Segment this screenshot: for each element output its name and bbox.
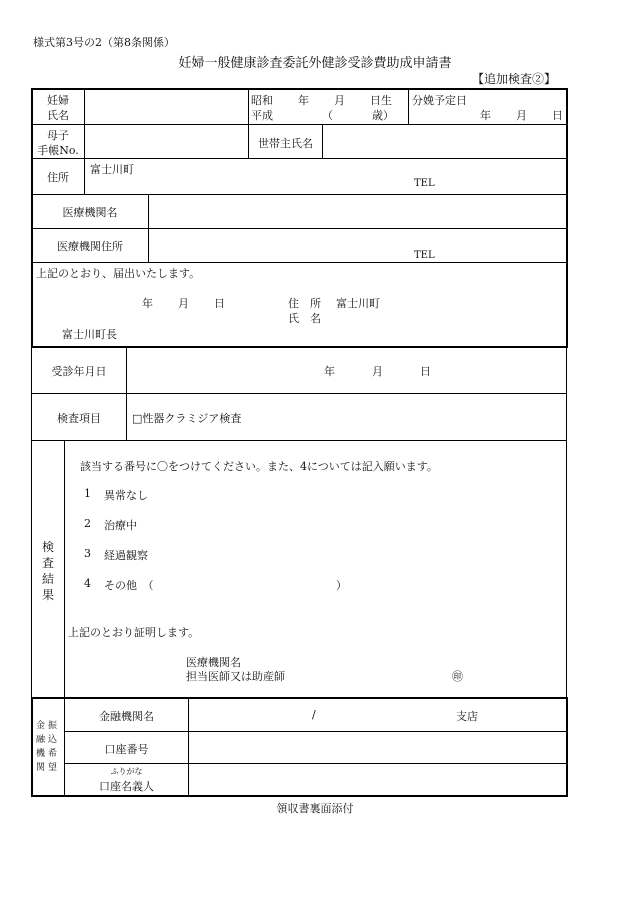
birth-day-suffix: 日生 (370, 94, 392, 107)
result-label-char-4: 果 (41, 588, 54, 602)
certify-doctor-label: 担当医師又は助産師 (186, 670, 285, 683)
form-number: 様式第3号の2（第8条関係） (33, 36, 175, 49)
bank-side-label-1: 金 (36, 721, 46, 731)
result-label-char-1: 検 (41, 540, 54, 554)
declaration-name-label: 氏 名 (288, 312, 321, 325)
result-instruction: 該当する番号に〇をつけてください。また、4については記入願います。 (80, 460, 438, 473)
option-3-no: 3 (84, 547, 91, 560)
bank-side-label-2: 振 (48, 721, 58, 731)
due-date-label: 分娩予定日 (412, 94, 467, 107)
account-number-label: 口座番号 (104, 743, 149, 756)
account-holder-label: 口座名義人 (99, 780, 154, 793)
bank-slash: / (312, 708, 316, 721)
bank-side-label-6: 希 (48, 749, 58, 759)
declaration-year: 年 (142, 297, 153, 310)
certify-clinic-label: 医療機関名 (186, 656, 241, 669)
option-1-no: 1 (84, 487, 91, 500)
era-heisei: 平成 (251, 109, 273, 122)
name-label-1: 妊婦 (47, 94, 69, 107)
clinic-address-label: 医療機関住所 (57, 240, 123, 253)
exam-item-label: 検査項目 (57, 412, 101, 425)
option-4-no: 4 (84, 577, 91, 590)
bank-name-label: 金融機関名 (99, 710, 154, 723)
age-close: 歳） (372, 109, 394, 122)
declaration-day: 日 (214, 297, 225, 310)
clinic-name-label: 医療機関名 (62, 206, 118, 219)
bank-side-label-3: 融 (36, 735, 46, 745)
exam-item-value: □性器クラミジア検査 (132, 412, 242, 425)
household-label: 世帯主氏名 (258, 137, 313, 150)
due-day-label: 日 (552, 109, 563, 122)
furigana-label: ふりがな (110, 767, 143, 776)
mayor-label: 富士川町長 (62, 328, 117, 341)
option-1-text: 異常なし (104, 489, 148, 502)
declaration-text: 上記のとおり、届出いたします。 (36, 267, 201, 280)
due-year-label: 年 (480, 109, 491, 122)
birth-year-label: 年 (298, 94, 309, 107)
option-4-text: その他 （ (104, 579, 154, 592)
declaration-address-label: 住 所 (288, 297, 321, 310)
option-4-close: ） (336, 579, 347, 592)
exam-date-label: 受診年月日 (51, 365, 107, 378)
bank-branch-label: 支店 (456, 710, 478, 723)
option-3-text: 経過観察 (104, 549, 148, 562)
certify-text: 上記のとおり証明します。 (68, 626, 200, 639)
clinic-tel: TEL (414, 250, 435, 261)
exam-date-month: 月 (372, 365, 383, 378)
form-title: 妊婦一般健康診査委託外健診受診費助成申請書 (178, 56, 452, 71)
address-tel: TEL (414, 178, 435, 189)
result-label-char-2: 査 (41, 556, 54, 570)
birth-month-label: 月 (334, 94, 345, 107)
boshi-label-1: 母子 (47, 129, 69, 142)
footer-note: 領収書裏面添付 (276, 802, 354, 815)
declaration-address-value: 富士川町 (336, 297, 380, 310)
seal-mark: ㊞ (452, 670, 463, 683)
name-label-2: 氏名 (47, 109, 69, 122)
age-open: （ (322, 109, 333, 122)
bank-side-label-5: 機 (36, 749, 46, 759)
exam-date-day: 日 (420, 365, 431, 378)
bank-side-label-7: 関 (36, 763, 46, 773)
bank-side-label-8: 望 (48, 763, 58, 773)
address-label: 住所 (47, 171, 69, 184)
option-2-text: 治療中 (104, 519, 137, 532)
bank-side-label-4: 込 (48, 735, 58, 745)
declaration-month: 月 (178, 297, 189, 310)
boshi-label-2: 手帳No. (37, 144, 79, 157)
address-town: 富士川町 (90, 163, 134, 176)
exam-date-year: 年 (324, 365, 335, 378)
era-showa: 昭和 (251, 94, 273, 107)
due-month-label: 月 (516, 109, 527, 122)
result-label-char-3: 結 (41, 572, 54, 586)
form-tag: 【追加検査②】 (472, 72, 557, 86)
option-2-no: 2 (84, 517, 91, 530)
